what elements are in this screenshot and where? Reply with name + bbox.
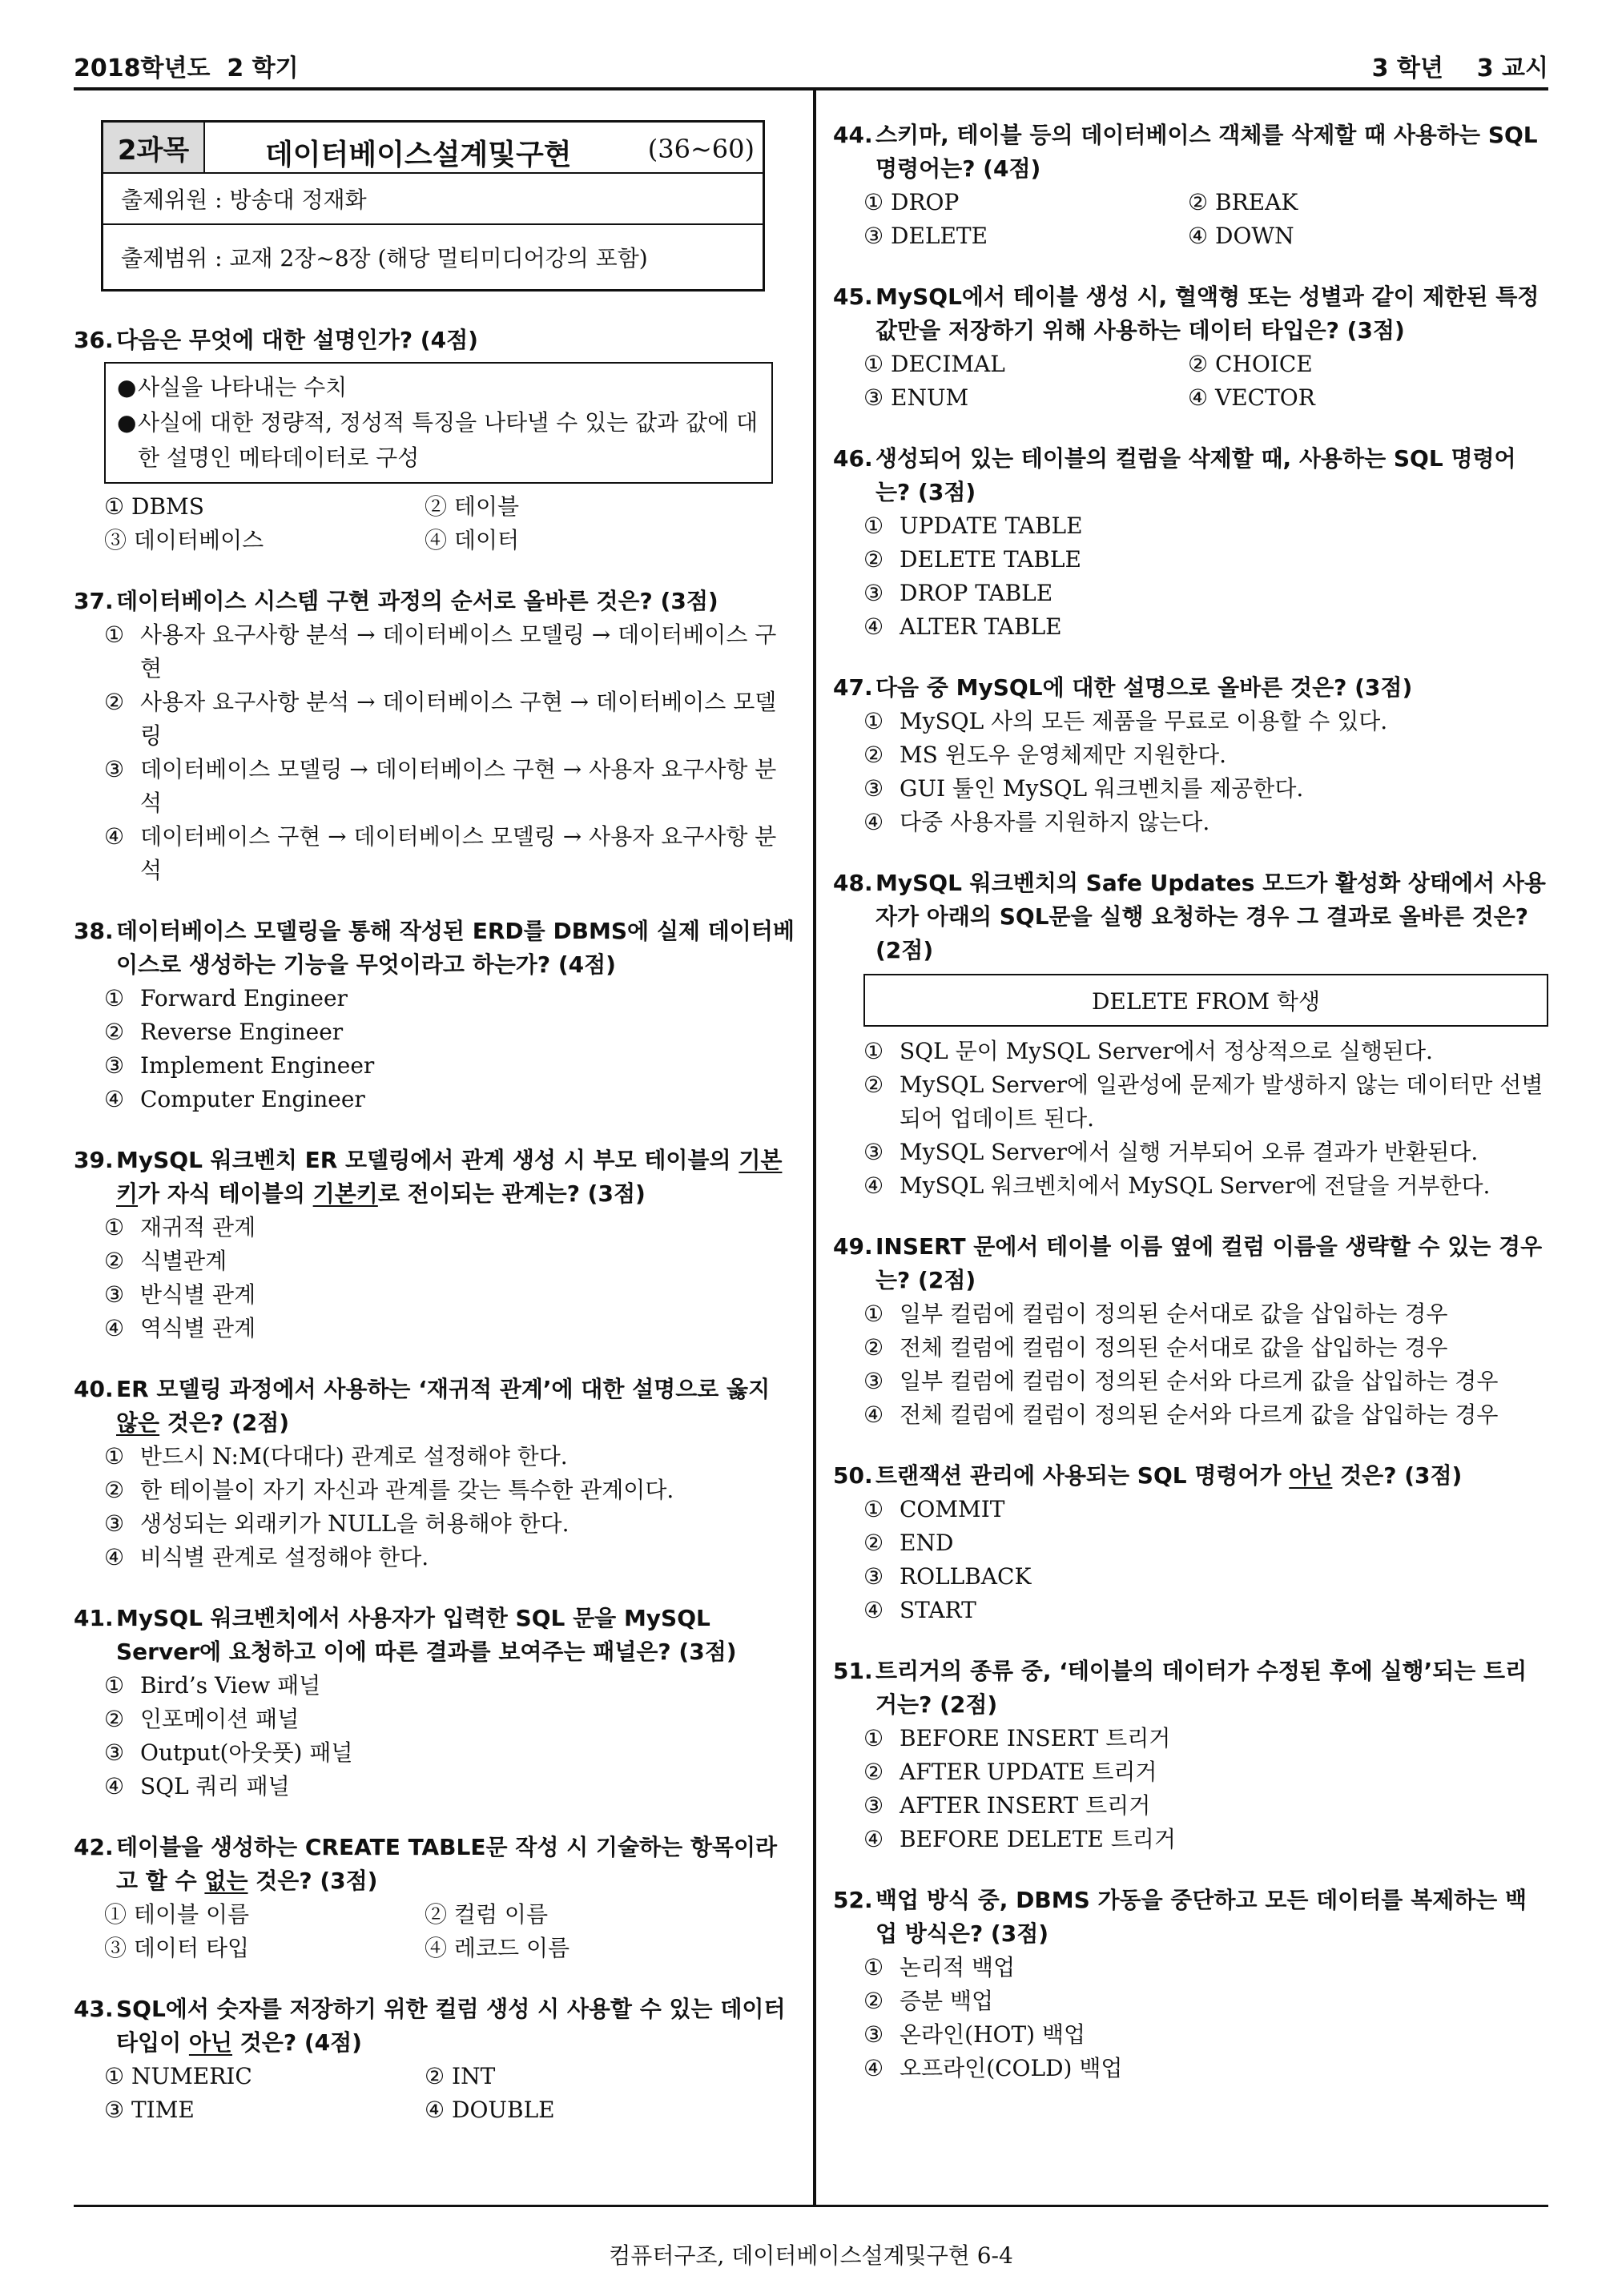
question-43: 43. SQL에서 숫자를 저장하기 위한 컬럼 생성 시 사용할 수 있는 데이터 타입이 아닌 것은? (4점) ① NUMERIC ② INT ③ TIME ④ DOUBLE [74, 1992, 795, 2127]
question-text: 다음 중 MySQL에 대한 설명으로 올바른 것은? (3점) [875, 674, 1413, 701]
answer-option[interactable]: ① DROP [863, 189, 960, 215]
question-text: 데이터베이스 모델링을 통해 작성된 ERD를 DBMS에 실제 데이터베이스로 생성하는 기능을 무엇이라고 하는가? (4점) [116, 918, 795, 978]
question-number: 52. [833, 1887, 873, 1913]
sql-statement-box: DELETE FROM 학생 [863, 974, 1548, 1027]
left-column [74, 120, 795, 2154]
answer-option[interactable]: ③ 온라인(HOT) 백업 [863, 2021, 1086, 2048]
question-52 [833, 1884, 1548, 2085]
question-39: 39. MySQL 워크벤치 ER 모델링에서 관계 생성 시 부모 테이블의 기본키가 자식 테이블의 기본키로 전이되는 관계는? (3점) ① 재귀적 관계 ② 식별관계 ③ 반식별 관계 ④ 역식별 관계 [74, 1144, 795, 1345]
answer-option[interactable]: ③ DELETE [863, 223, 988, 249]
question-number: 43. [74, 1996, 114, 2022]
question-49 [833, 1230, 1548, 1432]
answer-option[interactable]: ③ 일부 컬럼에 컬럼이 정의된 순서와 다르게 값을 삽입하는 경우 [863, 1368, 1499, 1394]
question-number: 44. [833, 122, 873, 148]
answer-options [104, 490, 795, 557]
answer-option[interactable]: ① BEFORE INSERT 트리거 [863, 1725, 1171, 1751]
answer-option[interactable]: ② MS 윈도우 운영체제만 지원한다. [863, 742, 1227, 768]
bullet-icon: ● [117, 374, 137, 400]
answer-option[interactable]: ② 한 테이블이 자기 자신과 관계를 갖는 특수한 관계이다. [104, 1477, 674, 1503]
question-number: 48. [833, 870, 873, 896]
column-divider [813, 90, 816, 2205]
bullet-icon: ● [117, 409, 137, 436]
answer-option[interactable]: ① COMMIT [863, 1496, 1005, 1522]
answer-option[interactable]: ① DBMS [104, 493, 204, 520]
answer-option[interactable]: ① 테이블 이름 [104, 1901, 250, 1928]
answer-options [863, 348, 1548, 415]
question-text: INSERT 문에서 테이블 이름 옆에 컬럼 이름을 생략할 수 있는 경우는? (2점) [875, 1233, 1543, 1293]
answer-option[interactable]: ③ Output(아웃풋) 패널 [104, 1739, 353, 1766]
answer-option[interactable]: ① Bird’s View 패널 [104, 1672, 321, 1699]
question-number: 51. [833, 1658, 873, 1684]
answer-option[interactable]: ① Forward Engineer [104, 985, 348, 1011]
emphasis-underline: 기본키 [312, 1180, 378, 1207]
answer-option[interactable]: ② 테이블 [425, 493, 520, 520]
answer-option[interactable]: ③ DROP TABLE [863, 580, 1053, 606]
page-footer: 컴퓨터구조, 데이터베이스설계및구현 6-4 [609, 2242, 1013, 2269]
answer-option[interactable]: ② END [863, 1530, 954, 1556]
answer-option[interactable]: ④ MySQL 워크벤치에서 MySQL Server에 전달을 거부한다. [863, 1172, 1491, 1199]
answer-option[interactable]: ④ VECTOR [1188, 384, 1315, 411]
answer-option[interactable]: ① 재귀적 관계 [104, 1214, 256, 1240]
question-38 [74, 915, 795, 1116]
question-text: MySQL 워크벤치의 Safe Updates 모드가 활성화 상태에서 사용자가 아래의 SQL문을 실행 요청하는 경우 그 결과로 올바른 것은? (2점) [875, 870, 1546, 963]
answer-option[interactable]: ④ 다중 사용자를 지원하지 않는다. [863, 809, 1210, 835]
answer-option[interactable]: ③ TIME [104, 2097, 195, 2123]
answer-option[interactable]: ④ 비식별 관계로 설정해야 한다. [104, 1544, 429, 1570]
answer-option[interactable]: ② 전체 컬럼에 컬럼이 정의된 순서대로 값을 삽입하는 경우 [863, 1334, 1448, 1361]
question-number: 47. [833, 674, 873, 701]
info-bullet: ●사실을 나타내는 수치 [117, 370, 760, 405]
question-text: 데이터베이스 시스템 구현 과정의 순서로 올바른 것은? (3점) [116, 588, 718, 614]
question-number: 50. [833, 1462, 873, 1489]
answer-option[interactable]: ③ GUI 툴인 MySQL 워크벤치를 제공한다. [863, 775, 1304, 802]
header-rule [74, 87, 1548, 90]
question-45 [833, 280, 1548, 415]
answer-option[interactable]: ④ ALTER TABLE [863, 613, 1062, 640]
emphasis-underline: 않은 [116, 1409, 160, 1436]
answer-option[interactable]: ① NUMERIC [104, 2063, 252, 2089]
answer-option[interactable]: ① UPDATE TABLE [863, 513, 1083, 539]
answer-option[interactable]: ③ 데이터 타입 [104, 1935, 250, 1961]
answer-option[interactable]: ④ 레코드 이름 [425, 1935, 570, 1961]
question-number: 49. [833, 1233, 873, 1260]
right-column [833, 119, 1548, 2113]
answer-option[interactable]: ④ SQL 쿼리 패널 [104, 1773, 290, 1799]
question-number: 39. [74, 1147, 114, 1173]
answer-options [863, 186, 1548, 253]
answer-option[interactable]: ② AFTER UPDATE 트리거 [863, 1759, 1157, 1785]
question-47 [833, 671, 1548, 839]
subject-title: 데이터베이스설계및구현 [265, 139, 572, 171]
question-48 [833, 867, 1548, 1203]
question-46 [833, 442, 1548, 644]
answer-option[interactable]: ③ 반식별 관계 [104, 1281, 256, 1308]
answer-option[interactable]: ② MySQL Server에 일관성에 문제가 발생하지 않는 데이터만 선별되어 업데이트 된다. [863, 1072, 1544, 1132]
question-51 [833, 1655, 1548, 1856]
answer-option[interactable]: ④ START [863, 1597, 976, 1623]
page-header [74, 42, 1548, 90]
question-36 [74, 324, 795, 557]
question-text: 트리거의 종류 중, ‘테이블의 데이터가 수정된 후에 실행’되는 트리거는? (2점) [875, 1658, 1527, 1718]
question-number: 38. [74, 918, 114, 944]
question-40: 40. ER 모델링 과정에서 사용하는 ‘재귀적 관계’에 대한 설명으로 옳지 않은 것은? (2점) ① 반드시 N:M(다대다) 관계로 설정해야 한다. ② 한 테이블이 자기 자신과 관계를 갖는 특수한 관계이다. ③ 생성되는 외래키가 NULL을 허용해야 한다. ④ 비식별 관계로 설정해야 한다. [74, 1373, 795, 1574]
answer-option[interactable]: ① DECIMAL [863, 351, 1005, 377]
answer-option[interactable]: ④ 데이터베이스 구현 → 데이터베이스 모델링 → 사용자 요구사항 분석 [104, 823, 777, 883]
answer-option[interactable]: ④ BEFORE DELETE 트리거 [863, 1826, 1176, 1852]
answer-option[interactable]: ① 논리적 백업 [863, 1954, 1016, 1980]
answer-option[interactable]: ④ DOWN [1188, 223, 1294, 249]
footer-rule [74, 2205, 1548, 2207]
answer-option[interactable]: ② DELETE TABLE [863, 546, 1081, 573]
answer-option[interactable]: ③ ROLLBACK [863, 1563, 1032, 1590]
answer-option[interactable]: ② 인포메이션 패널 [104, 1706, 300, 1732]
answer-option[interactable]: ④ 오프라인(COLD) 백업 [863, 2055, 1123, 2081]
answer-option[interactable]: ③ MySQL Server에서 실행 거부되어 오류 결과가 반환된다. [863, 1139, 1479, 1165]
question-text: 다음은 무엇에 대한 설명인가? (4점) [116, 327, 478, 353]
answer-option[interactable]: ③ ENUM [863, 384, 969, 411]
answer-option[interactable]: ④ 전체 컬럼에 컬럼이 정의된 순서와 다르게 값을 삽입하는 경우 [863, 1401, 1499, 1428]
emphasis-underline: 아닌 [188, 2029, 233, 2056]
answer-option[interactable]: ③ 데이터베이스 [104, 527, 264, 553]
answer-option[interactable]: ② 컬럼 이름 [425, 1901, 548, 1928]
answer-option[interactable]: ② 증분 백업 [863, 1988, 994, 2014]
subject-info-box [101, 120, 765, 292]
answer-option[interactable]: ② CHOICE [1188, 351, 1313, 377]
answer-option[interactable]: ② 식별관계 [104, 1248, 227, 1274]
answer-option[interactable]: ② Reverse Engineer [104, 1019, 344, 1045]
answer-option[interactable]: ③ Implement Engineer [104, 1052, 375, 1079]
answer-option[interactable]: ② INT [425, 2063, 496, 2089]
emphasis-underline: 아닌 [1289, 1462, 1333, 1489]
grade-period-label: 3 학년 3 교시 [1371, 54, 1548, 82]
answer-option[interactable]: ④ 역식별 관계 [104, 1315, 256, 1341]
answer-option[interactable]: ③ 데이터베이스 모델링 → 데이터베이스 구현 → 사용자 요구사항 분석 [104, 756, 777, 816]
question-text: MySQL에서 테이블 생성 시, 혈액형 또는 성별과 같이 제한된 특정 값만을 저장하기 위해 사용하는 데이터 타입은? (3점) [875, 283, 1539, 344]
question-number: 42. [74, 1834, 114, 1860]
answer-option[interactable]: ② 사용자 요구사항 분석 → 데이터베이스 구현 → 데이터베이스 모델링 [104, 689, 777, 749]
question-text: 생성되어 있는 테이블의 컬럼을 삭제할 때, 사용하는 SQL 명령어는? (3점) [875, 445, 1516, 505]
answer-option[interactable]: ① MySQL 사의 모든 제품을 무료로 이용할 수 있다. [863, 708, 1388, 734]
question-number: 36. [74, 327, 114, 353]
answer-option[interactable]: ① 반드시 N:M(다대다) 관계로 설정해야 한다. [104, 1443, 568, 1470]
question-info-box [104, 362, 773, 484]
answer-options [104, 2060, 795, 2127]
answer-options [104, 1898, 795, 1965]
subject-code: 2과목 [103, 123, 205, 172]
info-bullet: ●사실에 대한 정량적, 정성적 특징을 나타낼 수 있는 값과 값에 대한 설명인 메타데이터로 구성 [117, 405, 760, 476]
answer-option[interactable]: ③ 생성되는 외래키가 NULL을 허용해야 한다. [104, 1510, 570, 1537]
answer-option[interactable]: ④ DOUBLE [425, 2097, 555, 2123]
answer-option[interactable]: ① 사용자 요구사항 분석 → 데이터베이스 모델링 → 데이터베이스 구현 [104, 621, 777, 682]
question-50: 50. 트랜잭션 관리에 사용되는 SQL 명령어가 아닌 것은? (3점) ① COMMIT ② END ③ ROLLBACK ④ START [833, 1459, 1548, 1627]
question-42: 42. 테이블을 생성하는 CREATE TABLE문 작성 시 기술하는 항목이라고 할 수 없는 것은? (3점) ① 테이블 이름 ② 컬럼 이름 ③ 데이터 타입 ④ 레코드 이름 [74, 1831, 795, 1965]
question-37 [74, 585, 795, 887]
question-44 [833, 119, 1548, 253]
subject-scope: 출제범위 : 교재 2장~8장 (해당 멀티미디어강의 포함) [121, 245, 648, 271]
answer-option[interactable]: ① 일부 컬럼에 컬럼이 정의된 순서대로 값을 삽입하는 경우 [863, 1301, 1448, 1327]
question-41 [74, 1602, 795, 1803]
question-range: (36~60) [647, 134, 755, 164]
question-text: MySQL 워크벤치에서 사용자가 입력한 SQL 문을 MySQL Server에 요청하고 이에 따른 결과를 보여주는 패널은? (3점) [116, 1605, 737, 1665]
emphasis-underline: 없는 [204, 1868, 248, 1894]
emphasis-underline: 기본키 [116, 1147, 783, 1207]
answer-option[interactable]: ③ AFTER INSERT 트리거 [863, 1792, 1151, 1819]
answer-option[interactable]: ② BREAK [1188, 189, 1298, 215]
subject-author: 출제위원 : 방송대 정재화 [103, 174, 763, 225]
question-number: 45. [833, 283, 873, 310]
question-number: 40. [74, 1376, 114, 1402]
question-number: 37. [74, 588, 114, 614]
question-text: 백업 방식 중, DBMS 가동을 중단하고 모든 데이터를 복제하는 백업 방식은? (3점) [875, 1887, 1527, 1947]
question-number: 46. [833, 445, 873, 472]
semester-label: 2018학년도 2 학기 [74, 54, 299, 82]
answer-option[interactable]: ④ Computer Engineer [104, 1086, 365, 1112]
answer-option[interactable]: ④ 데이터 [425, 527, 520, 553]
answer-option[interactable]: ① SQL 문이 MySQL Server에서 정상적으로 실행된다. [863, 1038, 1433, 1064]
question-number: 41. [74, 1605, 114, 1631]
question-text: 스키마, 테이블 등의 데이터베이스 객체를 삭제할 때 사용하는 SQL 명령어는? (4점) [875, 122, 1538, 182]
